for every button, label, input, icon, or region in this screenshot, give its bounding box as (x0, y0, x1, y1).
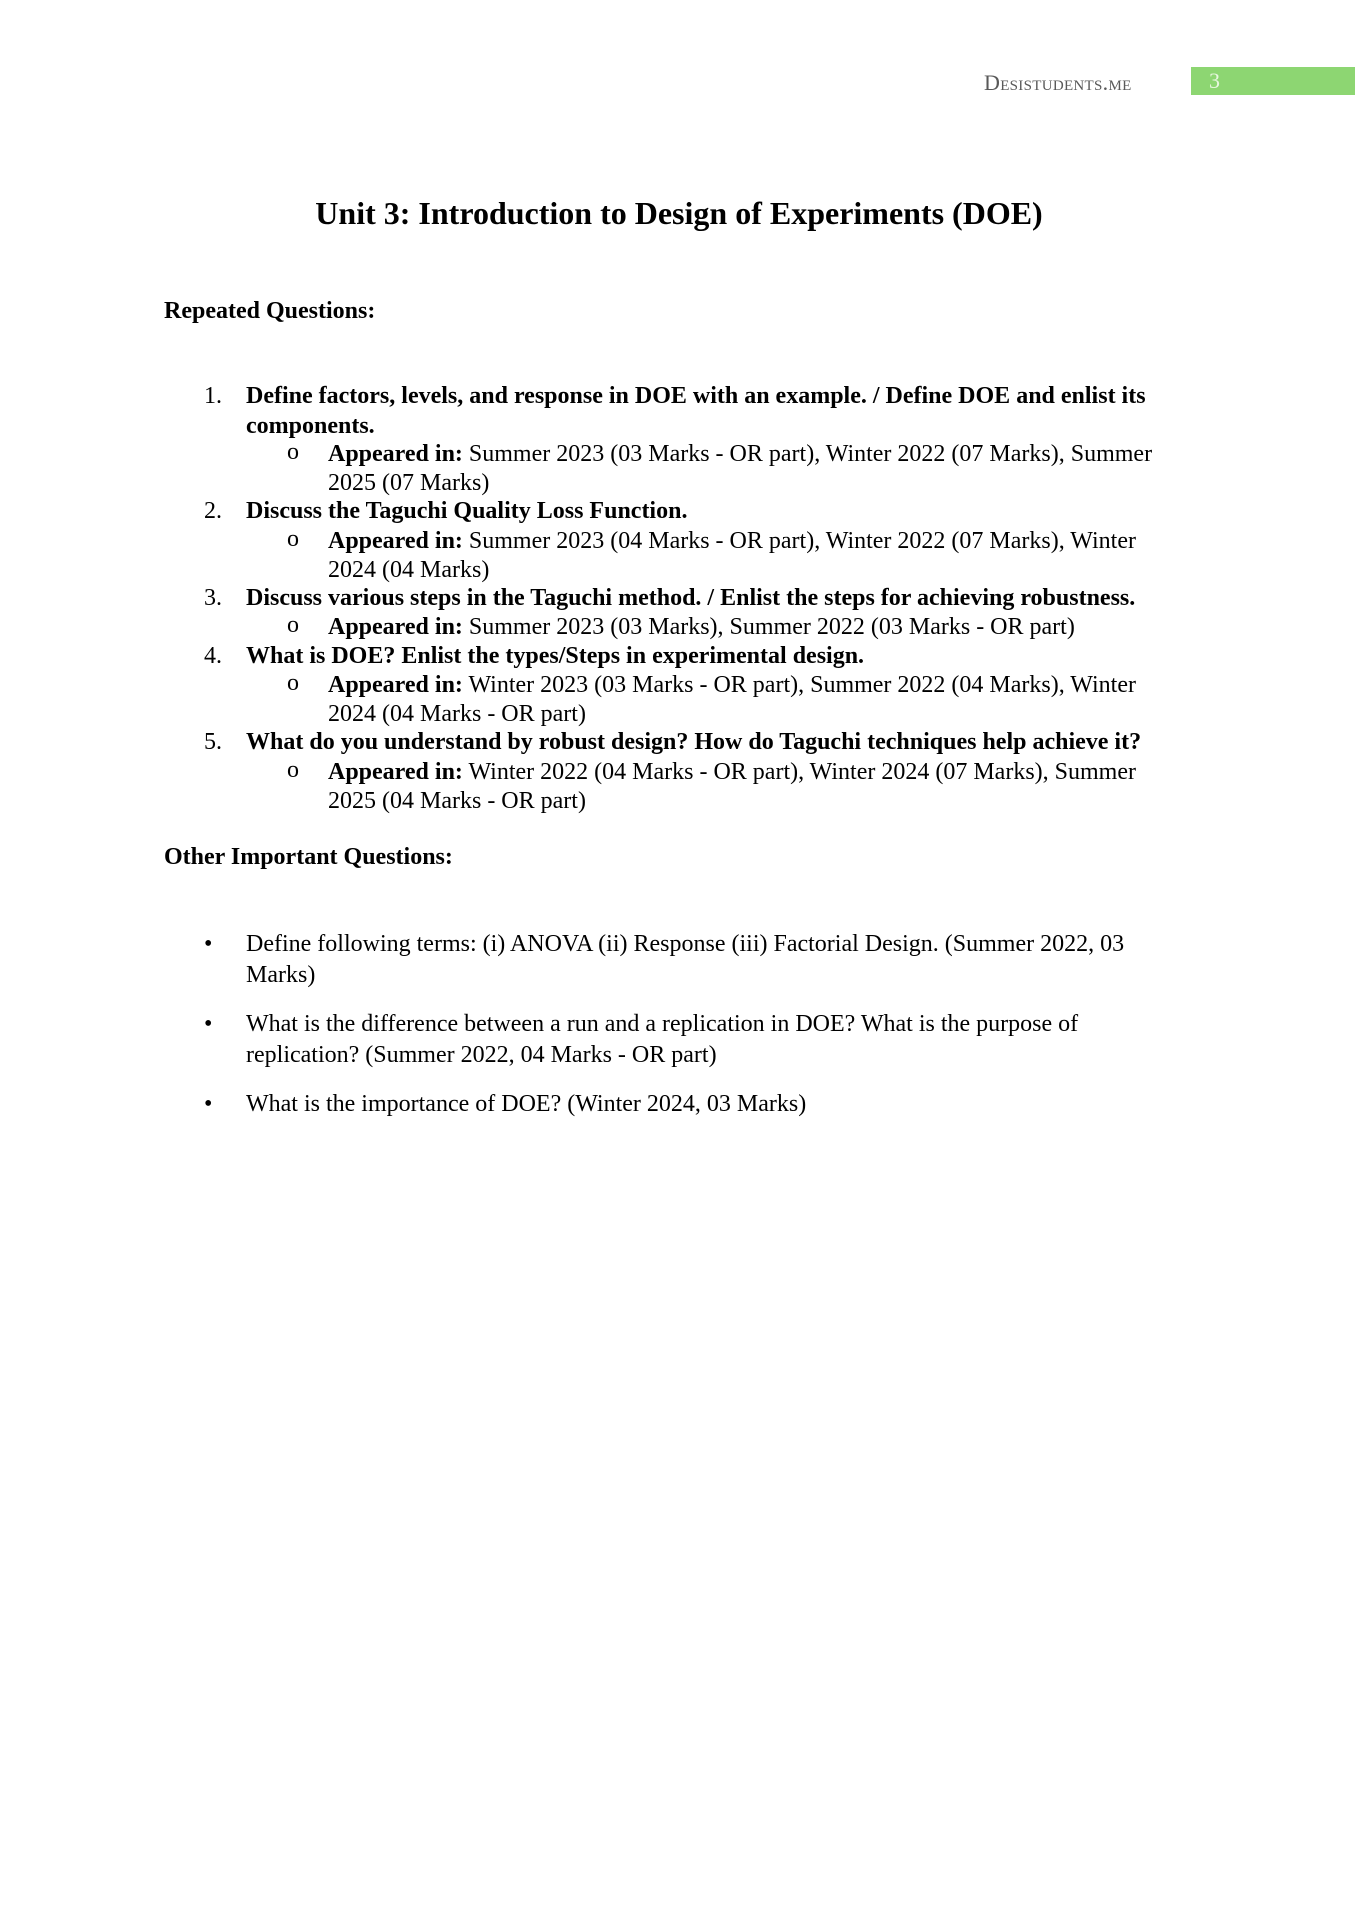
page-number-box (1191, 67, 1355, 95)
appeared-details: Winter 2022 (04 Marks - OR part), Winter 2024 (07 Marks), Summer (462, 759, 1136, 785)
question-text: What is the difference between a run and a replication in DOE? What is the purpose of (246, 1011, 1079, 1037)
bullet-icon: • (204, 931, 213, 957)
circle-bullet-icon: o (287, 670, 299, 696)
appeared-in-text (328, 527, 1136, 555)
appeared-in-text: 2024 (04 Marks) (328, 557, 490, 583)
question-text: What is the importance of DOE? (Winter 2024, 03 Marks) (246, 1091, 807, 1117)
appeared-in-text (328, 758, 1136, 786)
question-number: 2. (204, 498, 222, 524)
appeared-in-text (328, 440, 1152, 468)
question-text: Marks) (246, 962, 316, 988)
appeared-details: Winter 2023 (03 Marks - OR part), Summer 2022 (04 Marks), Winter (462, 672, 1136, 698)
question-text: Discuss the Taguchi Quality Loss Function. (246, 498, 688, 524)
appeared-in-text: 2024 (04 Marks - OR part) (328, 701, 586, 727)
question-text: What is DOE? Enlist the types/Steps in experimental design. (246, 643, 865, 669)
question-text: Discuss various steps in the Taguchi method. / Enlist the steps for achieving robustness. (246, 585, 1136, 611)
question-number: 3. (204, 585, 222, 611)
question-text: Define factors, levels, and response in DOE with an example. / Define DOE and enlist its (246, 383, 1146, 409)
appeared-label: Appeared in: (328, 672, 463, 698)
question-number: 5. (204, 729, 222, 755)
appeared-in-text (328, 613, 1075, 641)
question-number: 4. (204, 643, 222, 669)
site-brand: Desistudents.me (984, 70, 1132, 95)
appeared-label: Appeared in: (328, 528, 463, 554)
appeared-label: Appeared in: (328, 759, 463, 785)
bullet-icon: • (204, 1011, 213, 1037)
appeared-label: Appeared in: (328, 614, 463, 640)
question-text: What do you understand by robust design? How do Taguchi techniques help achieve it? (246, 729, 1142, 755)
appeared-in-text: 2025 (04 Marks - OR part) (328, 788, 586, 814)
page-title: Unit 3: Introduction to Design of Experiments (DOE) (315, 195, 1043, 231)
circle-bullet-icon: o (287, 757, 299, 783)
appeared-label: Appeared in: (328, 441, 463, 467)
appeared-in-text (328, 671, 1136, 699)
question-number: 1. (204, 383, 222, 409)
page-number: 3 (1209, 68, 1220, 93)
question-text: Define following terms: (i) ANOVA (ii) Response (iii) Factorial Design. (Summer 2022, 03 (246, 931, 1125, 957)
appeared-details: Summer 2023 (03 Marks), Summer 2022 (03 Marks - OR part) (462, 614, 1075, 640)
appeared-details: Summer 2023 (04 Marks - OR part), Winter 2022 (07 Marks), Winter (462, 528, 1136, 554)
appeared-details: Summer 2023 (03 Marks - OR part), Winter 2022 (07 Marks), Summer (462, 441, 1153, 467)
question-text: components. (246, 413, 375, 439)
circle-bullet-icon: o (287, 439, 299, 465)
question-text: replication? (Summer 2022, 04 Marks - OR part) (246, 1042, 717, 1068)
circle-bullet-icon: o (287, 526, 299, 552)
circle-bullet-icon: o (287, 612, 299, 638)
other-questions-heading: Other Important Questions: (164, 844, 453, 870)
appeared-in-text: 2025 (07 Marks) (328, 470, 490, 496)
bullet-icon: • (204, 1091, 213, 1117)
repeated-questions-heading: Repeated Questions: (164, 298, 376, 324)
